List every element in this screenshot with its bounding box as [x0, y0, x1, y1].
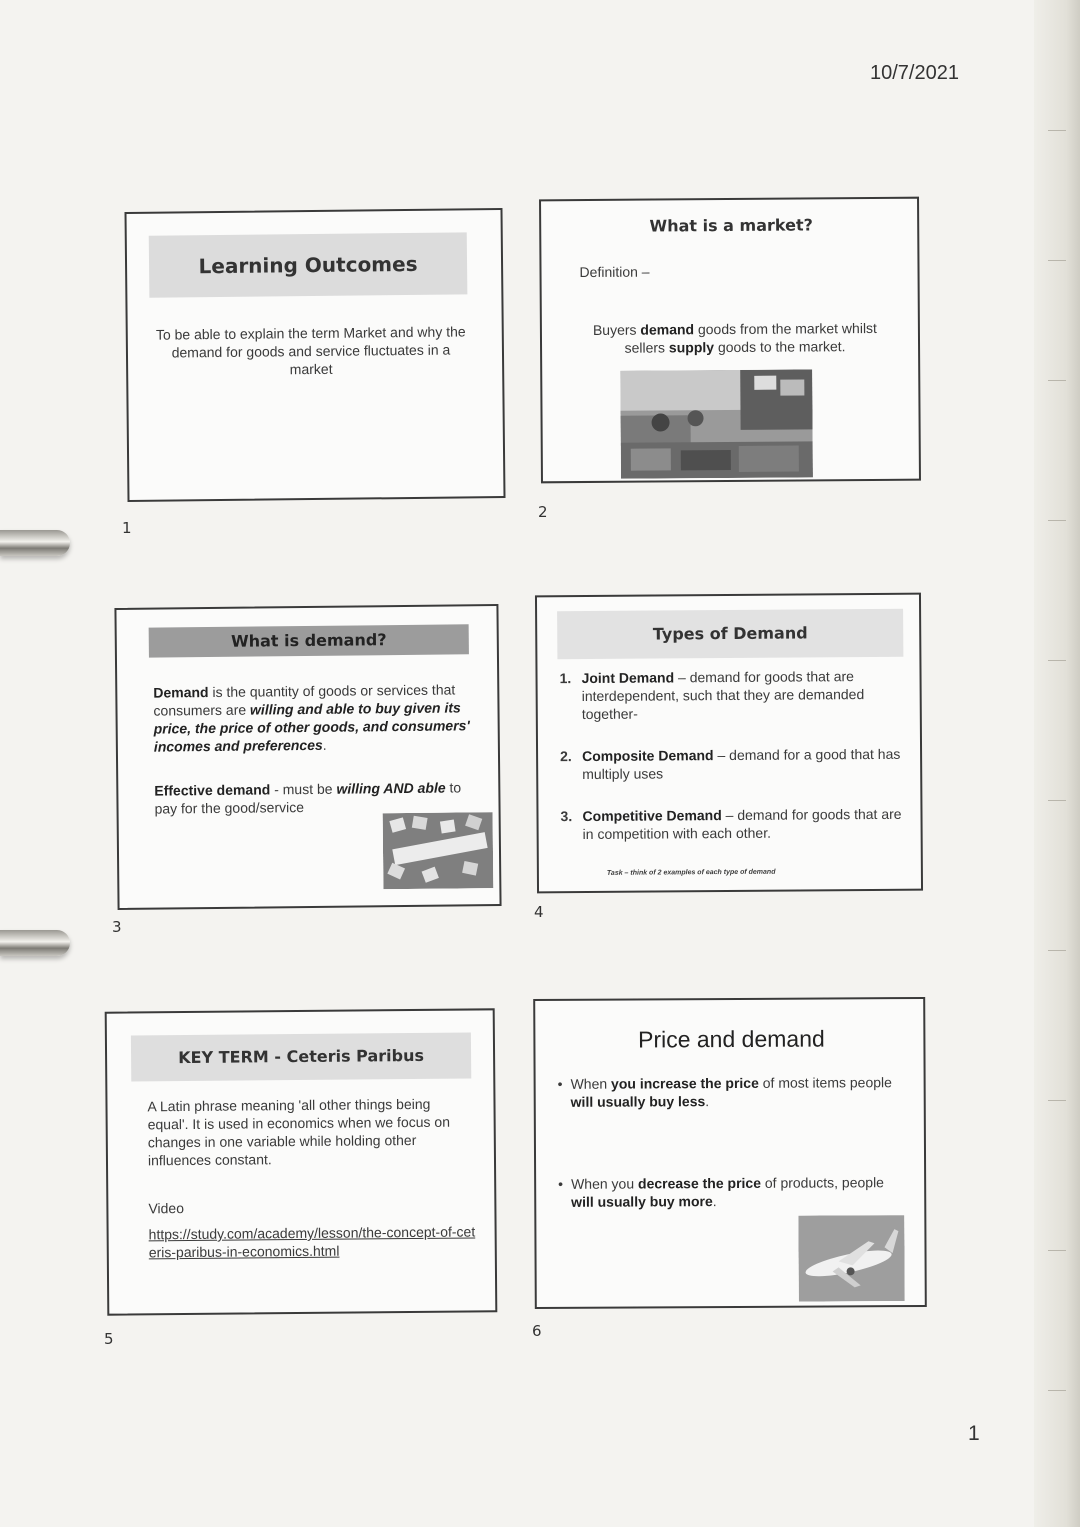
slide-body: A Latin phrase meaning 'all other things being equal'. It is used in economics when we focus on changes in one variable while holding other influences constant.	[147, 1095, 451, 1169]
binder-ring-top	[0, 530, 70, 556]
slide-number: 4	[534, 903, 544, 921]
slide-title: What is a market?	[649, 215, 813, 236]
slide-body: Demand is the quantity of goods or services that consumers are willing and able to buy given its price, the price of other goods, and consumers' incomes and preferences.	[153, 681, 470, 755]
slide-4	[535, 593, 923, 894]
demand-tiles-photo	[383, 812, 494, 889]
slide-number: 6	[532, 1322, 542, 1340]
slide-title: What is demand?	[149, 624, 469, 657]
page-edge	[1034, 0, 1080, 1527]
slide-6	[533, 997, 927, 1309]
video-label: Video	[148, 1200, 185, 1217]
video-link[interactable]: https://study.com/academy/lesson/the-concept-of-ceteris-paribus-in-economics.html	[148, 1223, 476, 1261]
effective-demand: Effective demand - must be willing AND able to pay for the good/service	[154, 779, 462, 817]
page-number: 1	[968, 1422, 980, 1445]
slide-body: To be able to explain the term Market and why the demand for goods and service fluctuates in a market	[155, 323, 466, 378]
slide-5	[105, 1008, 498, 1315]
definition-label: Definition –	[579, 263, 650, 281]
list-item: • When you increase the price of most items people will usually buy less.	[557, 1074, 892, 1110]
list-item: 2. Composite Demand – demand for a good that has multiply uses	[560, 745, 901, 783]
slide-title: Learning Outcomes	[149, 232, 468, 297]
slide-body: Buyers demand goods from the market whilst sellers supply goods to the market.	[592, 319, 877, 356]
binder-ring-bottom	[0, 930, 70, 956]
price-bullets	[558, 1073, 899, 1211]
market-stall-photo	[620, 369, 813, 478]
slide-2	[539, 197, 921, 484]
slide-number: 3	[112, 918, 122, 936]
demand-types-list	[559, 667, 906, 867]
slide-title: Price and demand	[637, 1025, 825, 1053]
slide-number: 2	[538, 503, 548, 521]
slide-3	[114, 604, 501, 910]
slide-title: Types of Demand	[557, 609, 903, 659]
slide-number: 1	[122, 519, 132, 537]
slide-title: KEY TERM - Ceteris Paribus	[131, 1033, 471, 1082]
list-item: 3. Competitive Demand – demand for goods that are in competition with each other.	[560, 805, 902, 843]
list-item: 1. Joint Demand – demand for goods that are interdependent, such that they are demanded together-	[559, 668, 865, 723]
date: 10/7/2021	[870, 62, 959, 84]
slide-number: 5	[104, 1330, 114, 1348]
slide-1	[124, 208, 505, 502]
task-note: Task – think of 2 examples of each type of demand	[606, 868, 776, 877]
list-item: • When you decrease the price of products, people will usually buy more.	[558, 1174, 884, 1210]
airplane-photo	[798, 1215, 904, 1302]
